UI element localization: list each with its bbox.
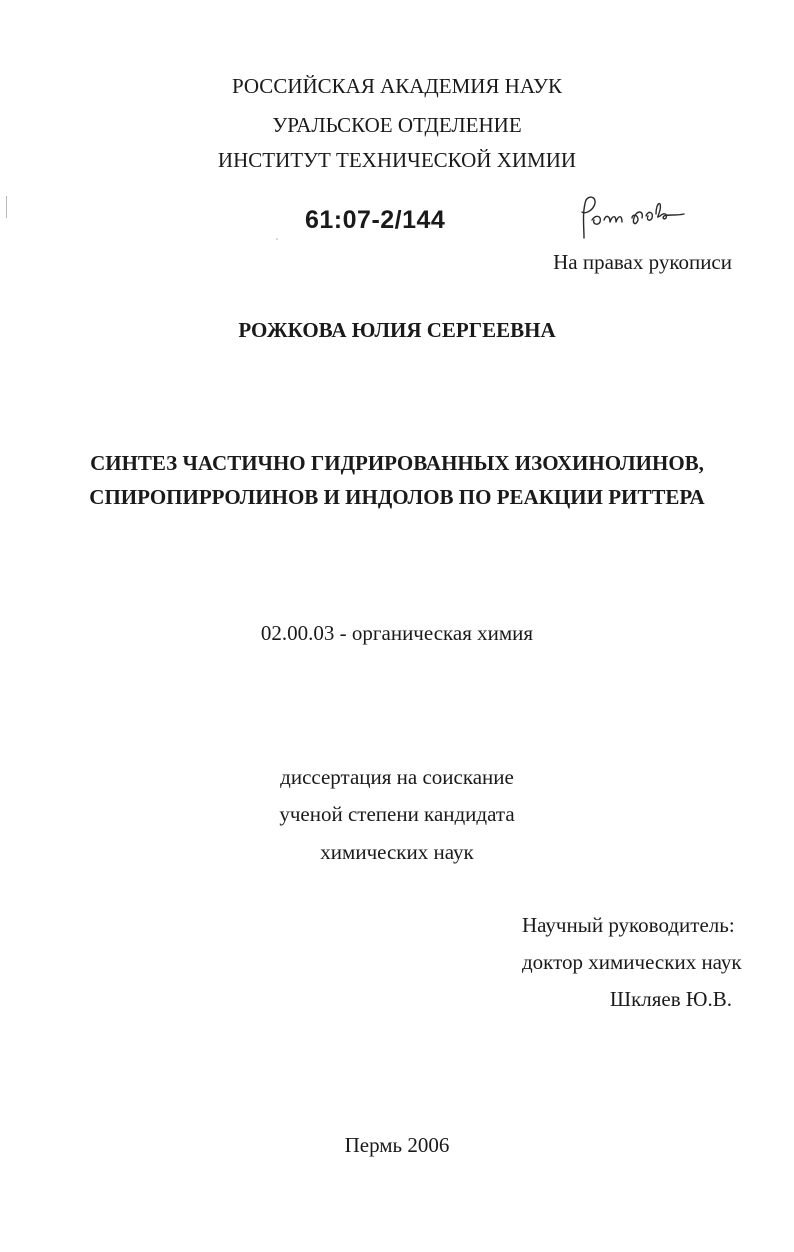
- specialty: 02.00.03 - органическая химия: [260, 621, 534, 645]
- scan-speck: [276, 238, 278, 240]
- title-line-1: СИНТЕЗ ЧАСТИЧНО ГИДРИРОВАННЫХ ИЗОХИНОЛИНОВ,: [90, 451, 704, 475]
- catalog-number: 61:07-2/144: [305, 206, 446, 234]
- place-year: Пермь 2006: [344, 1133, 450, 1157]
- manuscript-rights: На правах рукописи: [553, 250, 732, 274]
- supervisor-label: Научный руководитель:: [522, 913, 735, 937]
- margin-scan-mark: [6, 196, 7, 218]
- degree-line-2: ученой степени кандидата: [279, 802, 515, 826]
- branch-name: УРАЛЬСКОЕ ОТДЕЛЕНИЕ: [272, 113, 522, 137]
- title-line-2: СПИРОПИРРОЛИНОВ И ИНДОЛОВ ПО РЕАКЦИИ РИТТЕРА: [89, 485, 705, 509]
- author-name: РОЖКОВА ЮЛИЯ СЕРГЕЕВНА: [238, 318, 556, 342]
- handwritten-signature: [570, 192, 688, 244]
- supervisor-name: Шкляев Ю.В.: [609, 987, 732, 1011]
- academy-name: РОССИЙСКАЯ АКАДЕМИЯ НАУК: [231, 74, 563, 98]
- supervisor-title: доктор химических наук: [522, 950, 742, 974]
- degree-line-3: химических наук: [320, 840, 474, 864]
- degree-line-1: диссертация на соискание: [280, 765, 514, 789]
- institute-name: ИНСТИТУТ ТЕХНИЧЕСКОЙ ХИМИИ: [217, 148, 577, 172]
